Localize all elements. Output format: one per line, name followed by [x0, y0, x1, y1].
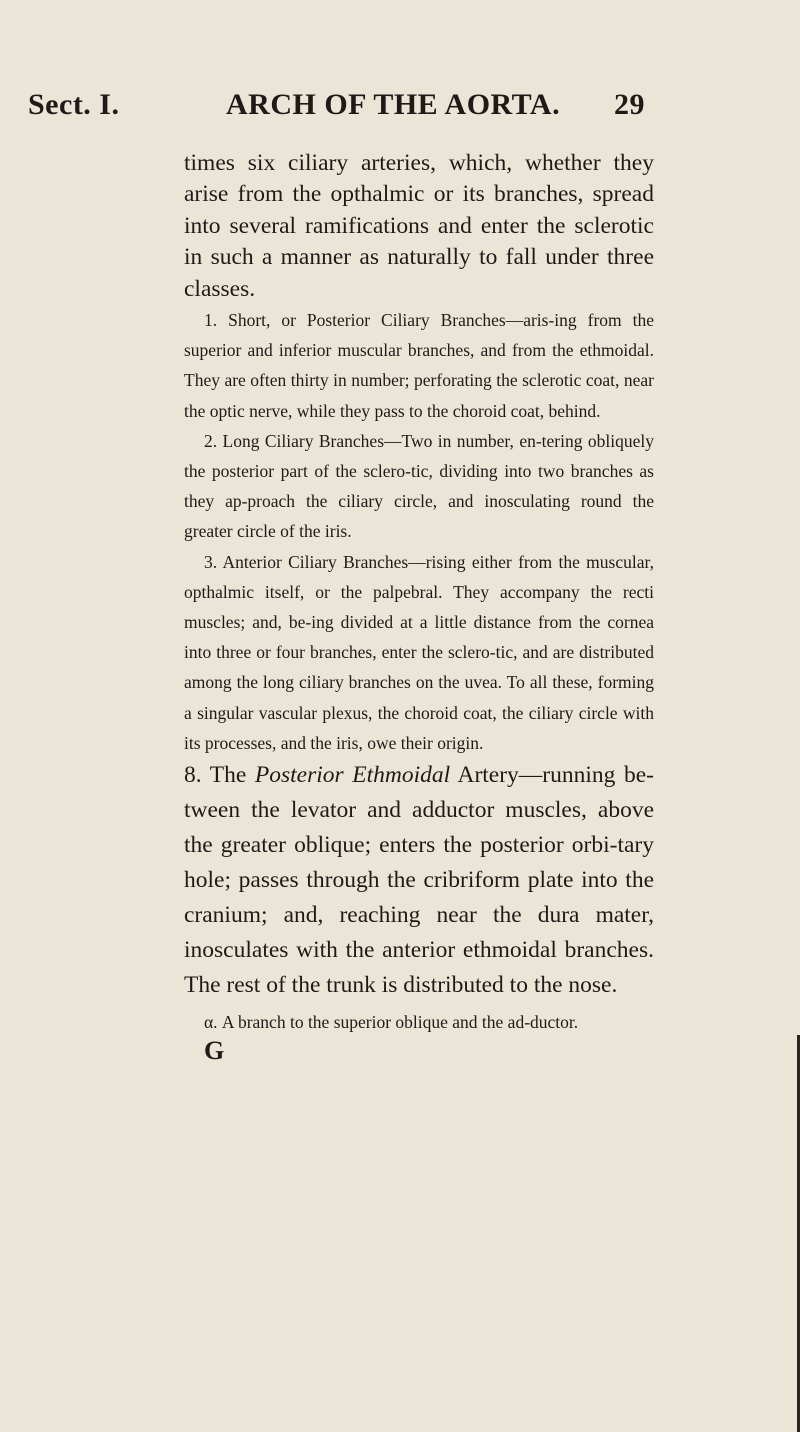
- page-body: [184, 148, 654, 1065]
- item8-number: 8. The: [184, 762, 255, 789]
- item8-text: Artery—running be-tween the levator and adductor muscles, above the greater oblique; enters the posterior orbi-tary hole; passes through the cribriform plate into the cranium; and, reaching near the dura mater, inosculates with the anterior ethmoidal branches. The rest of the trunk is distributed to the nose.: [184, 762, 654, 999]
- section-label: Sect. I.: [28, 88, 120, 121]
- ciliary-item-3: 3. Anterior Ciliary Branches—rising either from the muscular, opthalmic itself, or the palpebral. They accompany the recti muscles; and, be-ing divided at a little distance from the cornea into three or four branches, enter the sclero-tic, and are distributed among the long ciliary branches on the uvea. To all these, forming a singular vascular plexus, the choroid coat, the ciliary circle with its processes, and the iris, owe their origin.: [184, 551, 654, 753]
- item8-italic-term: Posterior Ethmoidal: [254, 762, 451, 789]
- signature-mark: G: [204, 1036, 225, 1066]
- posterior-ethmoidal-paragraph: [184, 758, 654, 1003]
- ciliary-item-1: 1. Short, or Posterior Ciliary Branches—aris-ing from the superior and inferior muscular branches, and from the ethmoidal. They are often thirty in number; perforating the sclerotic coat, near the optic nerve, while they pass to the choroid coat, behind.: [184, 310, 654, 421]
- ciliary-item-2: 2. Long Ciliary Branches—Two in number, en-tering obliquely the posterior part of the sclero-tic, dividing into two branches as they ap-proach the ciliary circle, and inosculating round the greater circle of the iris.: [184, 430, 654, 542]
- page-number: 29: [614, 88, 645, 121]
- running-title: ARCH OF THE AORTA.: [226, 88, 561, 121]
- intro-paragraph: times six ciliary arteries, which, whether they arise from the opthalmic or its branches, spread into several ramifications and enter the sclerotic in such a manner as naturally to fall under three classes.: [184, 150, 654, 302]
- running-header: [28, 88, 668, 128]
- alpha-note: α. A branch to the superior oblique and the ad-ductor.: [204, 1012, 579, 1033]
